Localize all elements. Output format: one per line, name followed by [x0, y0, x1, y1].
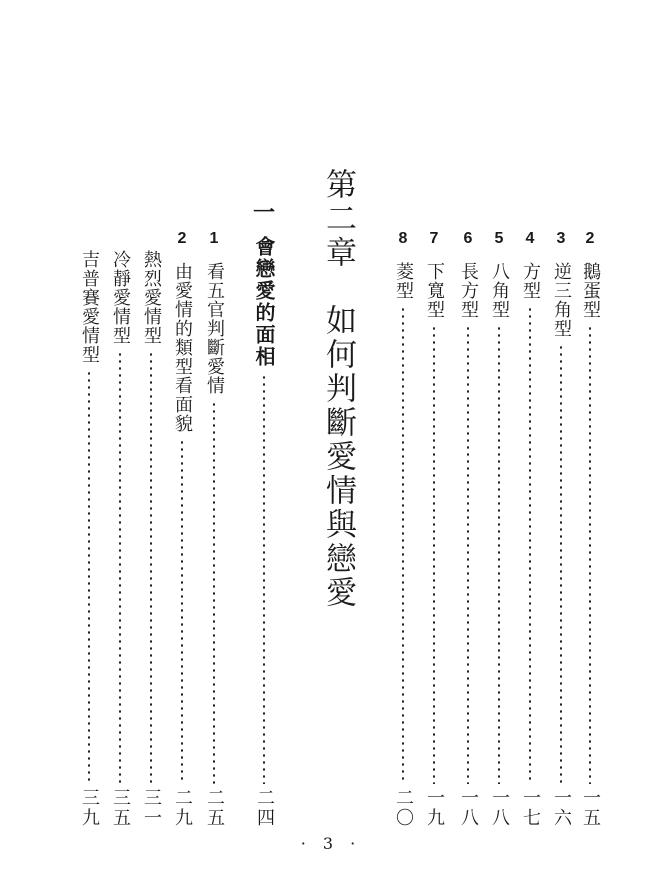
- entry-number: 3: [556, 230, 566, 247]
- toc-entry-wide-bottom-shape[interactable]: [420, 228, 448, 828]
- toc-entry-octagon-shape[interactable]: [485, 228, 513, 828]
- dot-leader: [560, 344, 562, 784]
- entry-page: 一六: [551, 788, 572, 828]
- entry-page: 一五: [580, 788, 601, 828]
- entry-title: 由愛情的類型看面貌: [172, 262, 193, 433]
- entry-number: 8: [398, 230, 408, 247]
- entry-number: 6: [463, 230, 473, 247]
- entry-title: 熱烈愛情型: [141, 250, 162, 345]
- entry-title: 菱型: [393, 262, 414, 300]
- section-page: 二四: [254, 788, 275, 828]
- dot-leader: [589, 325, 591, 784]
- entry-page: 一八: [458, 788, 479, 828]
- entry-number: 2: [177, 230, 187, 247]
- dot-leader: [181, 439, 183, 784]
- entry-title: 鵝蛋型: [580, 262, 601, 319]
- entry-page: 一九: [424, 788, 445, 828]
- toc-entry-inverted-triangle[interactable]: [547, 228, 575, 828]
- toc-entry-calm-type[interactable]: [106, 250, 134, 828]
- toc-entry-diamond-shape[interactable]: [389, 228, 417, 828]
- entry-page: 二五: [204, 788, 225, 828]
- page-number: · 3 ·: [300, 834, 362, 853]
- dot-leader: [263, 374, 265, 784]
- entry-title: 長方型: [458, 262, 479, 319]
- dot-leader: [88, 370, 90, 784]
- toc-entry-gypsy-type[interactable]: [75, 250, 103, 828]
- entry-page: 二九: [172, 788, 193, 828]
- toc-entry-passionate-type[interactable]: [137, 250, 165, 828]
- entry-title: 下寬型: [424, 262, 445, 319]
- entry-title: 吉普賽愛情型: [79, 250, 100, 364]
- entry-title: 八角型: [489, 262, 510, 319]
- entry-page: 二〇: [393, 788, 414, 828]
- toc-entry-facial-features[interactable]: [200, 228, 228, 828]
- entry-page: 一八: [489, 788, 510, 828]
- dot-leader: [433, 325, 435, 784]
- entry-page: 三一: [141, 788, 162, 828]
- toc-entry-love-types[interactable]: [168, 228, 196, 828]
- toc-entry-square-shape[interactable]: [516, 228, 544, 828]
- entry-number: 2: [585, 230, 595, 247]
- dot-leader: [119, 351, 121, 784]
- section-number: 一: [252, 200, 275, 226]
- dot-leader: [498, 325, 500, 784]
- toc-section-heading[interactable]: [248, 200, 280, 828]
- entry-number: 7: [429, 230, 439, 247]
- dot-leader: [213, 401, 215, 784]
- dot-leader: [529, 306, 531, 784]
- chapter-title: 第二章 如何判斷愛情與戀愛: [320, 168, 356, 610]
- toc-entry-egg-shape[interactable]: [576, 228, 604, 828]
- entry-page: 三五: [110, 788, 131, 828]
- entry-page: 三九: [79, 788, 100, 828]
- entry-number: 4: [525, 230, 535, 247]
- entry-page: 一七: [520, 788, 541, 828]
- dot-leader: [467, 325, 469, 784]
- toc-entry-rectangle-shape[interactable]: [454, 228, 482, 828]
- entry-number: 1: [209, 230, 219, 247]
- entry-title: 逆三角型: [551, 262, 572, 338]
- entry-number: 5: [494, 230, 504, 247]
- dot-leader: [402, 306, 404, 784]
- section-title: 會戀愛的面相: [252, 236, 276, 368]
- entry-title: 方型: [520, 262, 541, 300]
- entry-title: 冷靜愛情型: [110, 250, 131, 345]
- dot-leader: [150, 351, 152, 784]
- entry-title: 看五官判斷愛情: [204, 262, 225, 395]
